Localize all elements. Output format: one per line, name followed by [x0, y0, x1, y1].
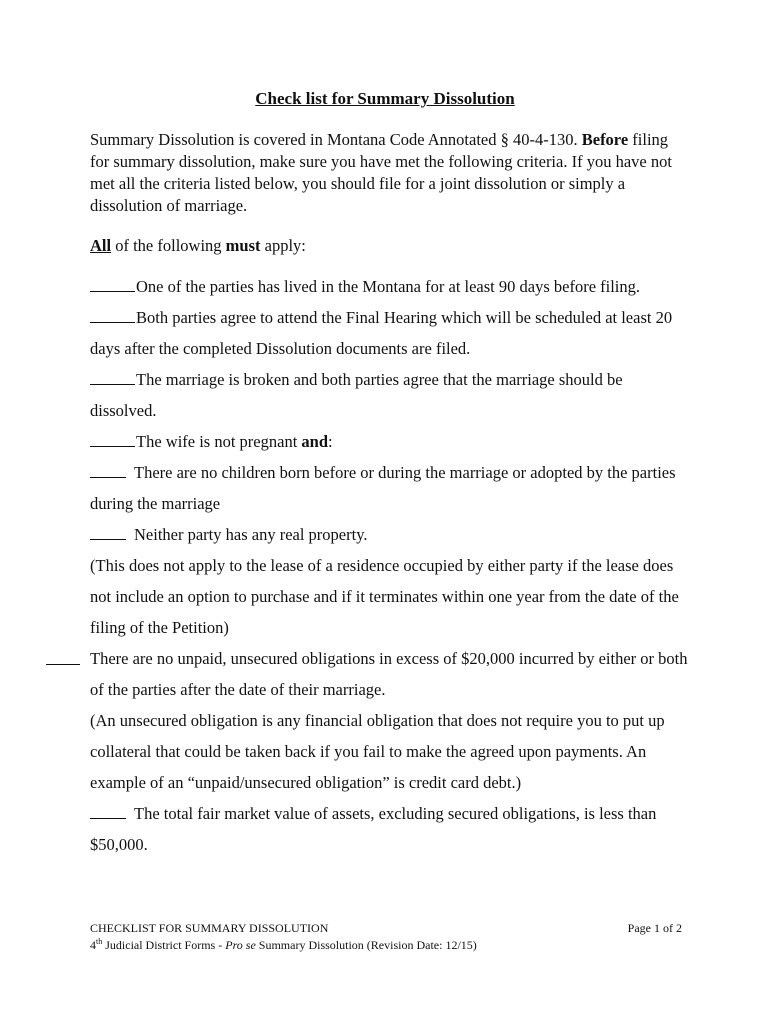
check-blank-outdented[interactable] [46, 664, 80, 665]
criteria-note-unsecured: (An unsecured obligation is any financial obligation that does not require you to put up collateral that could be taken back if you fail to make the agreed upon payments. An example of an “unpaid/unsecured obligation” is credit card debt.) [90, 711, 665, 792]
criteria-item-hearing [90, 302, 690, 364]
page-number: Page 1 of 2 [627, 921, 682, 935]
check-blank[interactable] [90, 370, 135, 385]
criteria-item-marriage-broken [90, 364, 690, 426]
intro-paragraph [90, 129, 690, 217]
check-blank[interactable] [90, 463, 126, 478]
check-blank[interactable] [90, 308, 135, 323]
pro-se-text: Pro se [225, 938, 256, 952]
intro-text-rest: filing for summary dissolution, make sure you have met the following criteria. If you have not met all the criteria listed below, you should file for a joint dissolution or simply a dissolution of marriage. [90, 130, 672, 215]
all-mid1: of the following [111, 236, 226, 255]
criteria-item-assets [90, 798, 690, 860]
revision-text: Summary Dissolution (Revision Date: 12/15) [255, 938, 477, 952]
district-number: 4 [90, 938, 96, 952]
and-word: and [301, 432, 329, 451]
criteria-text: There are no children born before or during the marriage or adopted by the parties during the marriage [90, 463, 676, 513]
criteria-text: Both parties agree to attend the Final Hearing which will be scheduled at least 20 days after the completed Dissolution documents are filed. [90, 308, 673, 358]
check-blank[interactable] [90, 804, 126, 819]
all-must-apply-line [90, 236, 306, 256]
criteria-text: The wife is not pregnant [136, 432, 302, 451]
criteria-note-lease: (This does not apply to the lease of a residence occupied by either party if the lease does not include an option to purchase and if it terminates within one year from the date of the filing of the Petition) [90, 556, 679, 637]
all-mid2: apply: [260, 236, 306, 255]
criteria-text: The total fair market value of assets, excluding secured obligations, is less than $50,000. [90, 804, 657, 854]
intro-text-start: Summary Dissolution is covered in Montana Code Annotated § 40-4-130. [90, 130, 582, 149]
check-blank[interactable] [90, 525, 126, 540]
district-text: Judicial District Forms - [102, 938, 226, 952]
page-title: Check list for Summary Dissolution [255, 89, 515, 108]
footer-form-line [90, 935, 682, 952]
must-word: must [225, 236, 261, 255]
criteria-item-unsecured-obligations: There are no unpaid, unsecured obligations in excess of $20,000 incurred by either or both of the parties after the date of their marriage. [90, 649, 688, 699]
criteria-colon: : [328, 432, 333, 451]
criteria-text: The marriage is broken and both parties agree that the marriage should be dissolved. [90, 370, 623, 420]
intro-bold-before: Before [581, 130, 629, 149]
check-blank[interactable] [90, 277, 135, 292]
criteria-list [90, 271, 690, 860]
criteria-item-not-pregnant [90, 426, 690, 457]
criteria-item-residency [90, 271, 690, 302]
district-suffix: th [96, 937, 103, 946]
check-blank[interactable] [90, 432, 135, 447]
page-footer [90, 921, 682, 952]
all-word: All [90, 236, 112, 255]
criteria-item-no-children [90, 457, 690, 519]
criteria-item-no-real-property [90, 519, 690, 550]
criteria-text: One of the parties has lived in the Montana for at least 90 days before filing. [136, 277, 641, 296]
footer-title: CHECKLIST FOR SUMMARY DISSOLUTION [90, 921, 329, 935]
criteria-text: Neither party has any real property. [134, 525, 368, 544]
